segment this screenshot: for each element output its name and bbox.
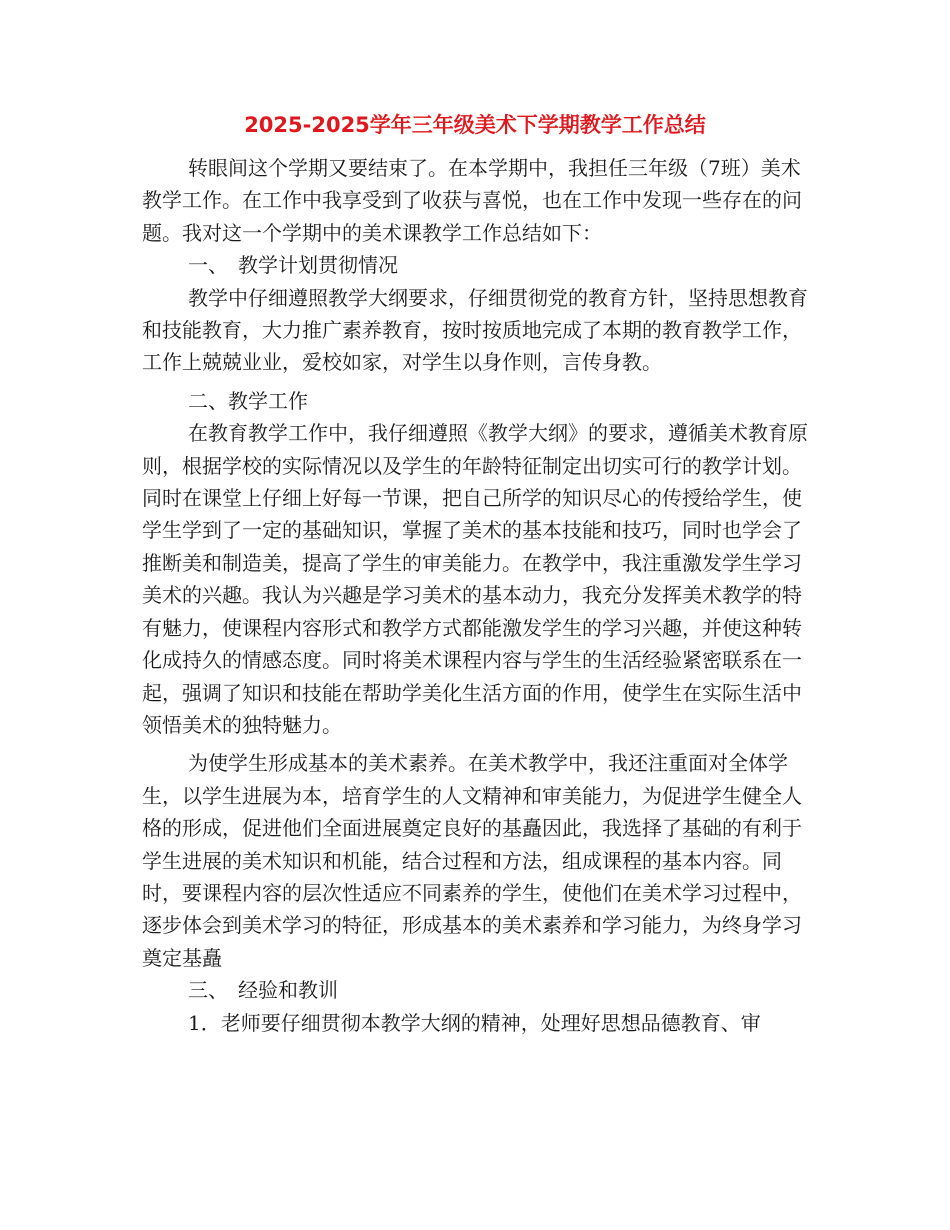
document-title: 2025-2025学年三年级美术下学期教学工作总结 — [244, 113, 706, 137]
section-1-paragraph: 教学中仔细遵照教学大纲要求，仔细贯彻党的教育方针，坚持思想教育和技能教育，大力推广素养教育，按时按质地完成了本期的教育教学工作，工作上兢兢业业，爱校如家，对学生以身作则，言传身教。 — [142, 285, 808, 375]
section-heading-3: 三、 经验和教训 — [188, 978, 338, 1003]
section-2-paragraph-2: 为使学生形成基本的美术素养。在美术教学中，我还注重面对全体学生，以学生进展为本，培育学生的人文精神和审美能力，为促进学生健全人格的形成，促进他们全面进展奠定良好的基矗因此，我选择了基础的有利于学生进展的美术知识和机能，结合过程和方法，组成课程的基本内容。同时，要课程内容的层次性适应不同素养的学生，使他们在美术学习过程中，逐步体会到美术学习的特征，形成基本的美术素养和学习能力，为终身学习奠定基矗 — [142, 751, 802, 970]
intro-paragraph: 转眼间这个学期又要结束了。在本学期中，我担任三年级（7班）美术教学工作。在工作中我享受到了收获与喜悦，也在工作中发现一些存在的问题。我对这一个学期中的美术课教学工作总结如下： — [142, 156, 802, 245]
section-heading-1: 一、 教学计划贯彻情况 — [188, 253, 398, 278]
section-3-item-1: 1．老师要仔细贯彻本教学大纲的精神，处理好思想品德教育、审 — [188, 1010, 761, 1035]
document-body — [142, 152, 808, 1039]
section-heading-2: 二、教学工作 — [188, 388, 308, 413]
section-2-paragraph-1: 在教育教学工作中，我仔细遵照《教学大纲》的要求，遵循美术教育原则，根据学校的实际情况以及学生的年龄特征制定出切实可行的教学计划。同时在课堂上仔细上好每一节课，把自己所学的知识尽心的传授给学生，使学生学到了一定的基础知识，掌握了美术的基本技能和技巧，同时也学会了推断美和制造美，提高了学生的审美能力。在教学中，我注重激发学生学习美术的兴趣。我认为兴趣是学习美术的基本动力，我充分发挥美术教学的特有魅力，使课程内容形式和教学方式都能激发学生的学习兴趣，并使这种转化成持久的情感态度。同时将美术课程内容与学生的生活经验紧密联系在一起，强调了知识和技能在帮助学美化生活方面的作用，使学生在实际生活中领悟美术的独特魅力。 — [142, 421, 808, 737]
